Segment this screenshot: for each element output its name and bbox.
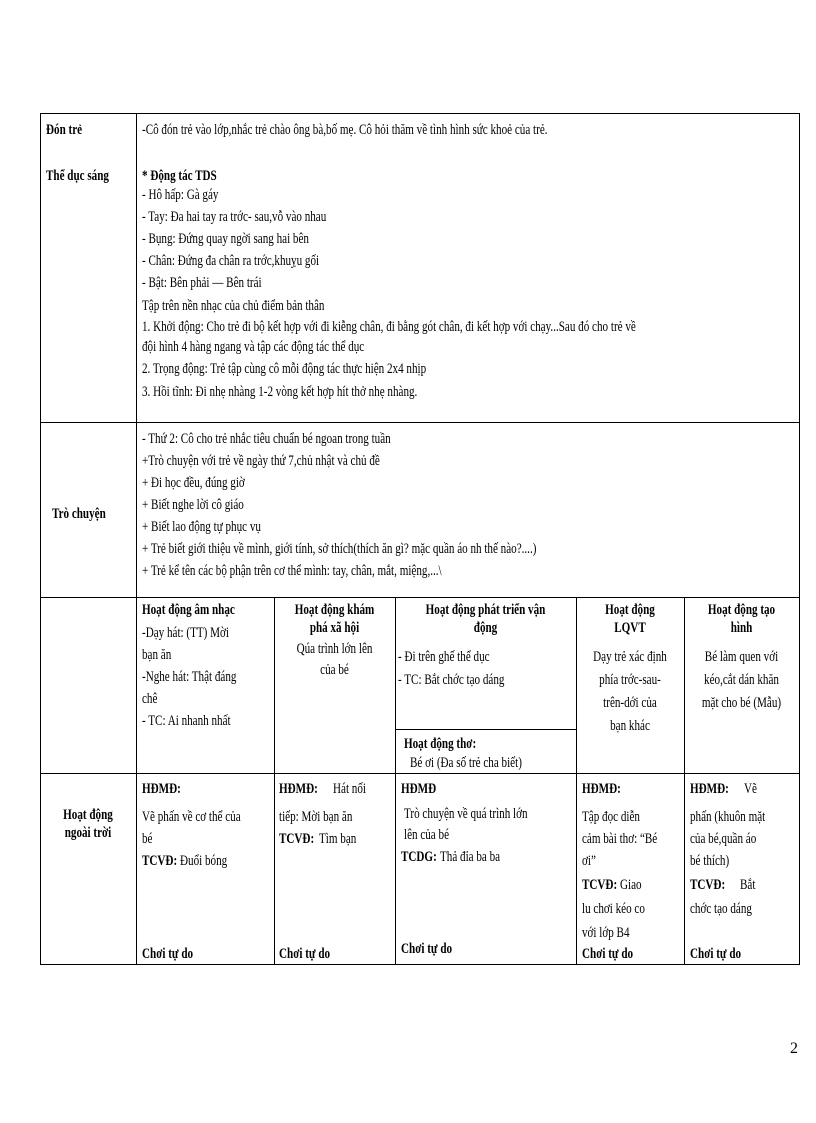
- table-border-top: [40, 113, 799, 114]
- outdoor-line: tiếp: Mời bạn ăn: [279, 809, 353, 825]
- outdoor-tc-text: Đuổi bóng: [180, 853, 228, 869]
- activity-line: kéo,cắt dán khăn: [704, 672, 779, 688]
- row-label-don-tre: Đón trẻ: [46, 122, 83, 138]
- page-number: 2: [790, 1040, 798, 1057]
- activity-line: Bé ơi (Đa số trẻ cha biết): [410, 755, 522, 771]
- outdoor-choi-tu-do: Chơi tự do: [582, 946, 634, 962]
- table-border-left: [40, 113, 41, 965]
- activity-line: -Dạy hát: (TT) Mời: [142, 625, 229, 641]
- activity-title-tao-hinh: hình: [730, 620, 753, 636]
- outdoor-line: Vẽ: [744, 781, 757, 797]
- outdoor-hdmd-label: HĐMĐ:: [142, 781, 181, 797]
- cell-divider: [395, 729, 576, 730]
- col-divider: [395, 597, 396, 965]
- tro-chuyen-line: + Đi học đều, đúng giờ: [142, 475, 245, 491]
- activity-line: Dạy trẻ xác định: [593, 649, 667, 665]
- tro-chuyen-line: + Biết lao động tự phục vụ: [142, 519, 261, 535]
- tro-chuyen-line: +Trò chuyện với trẻ về ngày thứ 7,chủ nhật và chủ đề: [142, 453, 380, 469]
- the-duc-sang-line: - Bật: Bên phải — Bên trái: [142, 275, 262, 291]
- outdoor-hdmd-label: HĐMĐ:: [279, 781, 318, 797]
- outdoor-hdmd-label: HĐMĐ:: [690, 781, 729, 797]
- row-divider: [40, 773, 799, 774]
- outdoor-line: cảm bài thơ: “Bé: [582, 831, 658, 847]
- activity-line: chê: [142, 691, 158, 707]
- outdoor-line: Tập đọc diễn: [582, 809, 640, 825]
- the-duc-sang-line: - Tay: Đa hai tay ra trớc- sau,vỗ vào nhau: [142, 209, 327, 225]
- the-duc-sang-line: 2. Trọng động: Trẻ tập cùng cô mỗi động tác thực hiện 2x4 nhịp: [142, 361, 427, 377]
- outdoor-line: bé: [142, 831, 153, 847]
- activity-line: trên-dới của: [603, 695, 657, 711]
- the-duc-sang-line: Tập trên nền nhạc của chủ điểm bản thân: [142, 298, 325, 314]
- tro-chuyen-line: + Biết nghe lời cô giáo: [142, 497, 244, 513]
- outdoor-line: của bé,quần áo: [690, 831, 757, 847]
- outdoor-tc-text: Giao: [620, 877, 642, 893]
- tro-chuyen-line: - Thứ 2: Cô cho trẻ nhắc tiêu chuẩn bé ngoan trong tuần: [142, 431, 391, 447]
- activity-title-kham-pha: phá xã hội: [309, 620, 360, 636]
- col-divider: [274, 597, 275, 965]
- outdoor-choi-tu-do: Chơi tự do: [279, 946, 331, 962]
- the-duc-sang-line: - Chân: Đứng đa chân ra trớc,khuỵu gối: [142, 253, 320, 269]
- activity-title-van-dong: động: [473, 620, 498, 636]
- activity-line: - Đi trên ghế thể dục: [398, 649, 490, 665]
- the-duc-sang-line: đội hình 4 hàng ngang và tập các động tác thể dục: [142, 339, 365, 355]
- outdoor-line: Vẽ phấn về cơ thể của: [142, 809, 241, 825]
- activity-title-am-nhac: Hoạt động âm nhạc: [142, 602, 235, 618]
- activity-line: bạn khác: [610, 718, 650, 734]
- the-duc-sang-line: 1. Khởi động: Cho trẻ đi bộ kết hợp với đi kiễng chân, đi bằng gót chân, đi kết hợp với chạy...Sau đó cho trẻ về: [142, 319, 636, 335]
- activity-title-lqvt: Hoạt động: [605, 602, 655, 618]
- activity-line: Qúa trình lớn lên: [296, 641, 373, 657]
- the-duc-sang-heading: * Động tác TDS: [142, 168, 217, 184]
- outdoor-line: lên của bé: [404, 827, 450, 843]
- activity-title-tho: Hoạt động thơ:: [404, 736, 477, 752]
- col-divider: [684, 597, 685, 965]
- outdoor-line: bé thích): [690, 853, 730, 869]
- activity-line: - TC: Bắt chớc tạo dáng: [398, 672, 505, 688]
- outdoor-line: Hát nối: [333, 781, 366, 797]
- tro-chuyen-line: + Trẻ biết giới thiệu về mình, giới tính, sở thích(thích ăn gì? mặc quần áo nh thế nào?....): [142, 541, 537, 557]
- outdoor-tc-text: Thả đỉa ba ba: [440, 849, 501, 865]
- activity-line: phía trớc-sau-: [599, 672, 661, 688]
- outdoor-choi-tu-do: Chơi tự do: [142, 946, 194, 962]
- outdoor-choi-tu-do: Chơi tự do: [401, 941, 453, 957]
- activity-line: - TC: Ai nhanh nhất: [142, 713, 231, 729]
- outdoor-tc-label: TCDG:: [401, 849, 437, 865]
- outdoor-choi-tu-do: Chơi tự do: [690, 946, 742, 962]
- tro-chuyen-line: + Trẻ kể tên các bộ phận trên cơ thể mình: tay, chân, mắt, miệng,...\: [142, 563, 442, 579]
- label-column-divider: [136, 113, 137, 965]
- activity-line: mặt cho bé (Mẫu): [701, 695, 782, 711]
- the-duc-sang-line: - Bụng: Đứng quay ngời sang hai bên: [142, 231, 309, 247]
- outdoor-hdmd-label: HĐMĐ: [401, 781, 437, 797]
- activity-title-lqvt: LQVT: [614, 620, 646, 636]
- table-border-bottom: [40, 964, 799, 965]
- outdoor-tc-label: TCVĐ:: [582, 877, 618, 893]
- the-duc-sang-line: 3. Hồi tĩnh: Đi nhẹ nhàng 1-2 vòng kết hợp hít thở nhẹ nhàng.: [142, 384, 418, 400]
- outdoor-tc-text: Bắt: [740, 877, 756, 893]
- activity-line: -Nghe hát: Thật đáng: [142, 669, 237, 685]
- activity-line: bạn ăn: [142, 647, 172, 663]
- row-label-hoat-dong-ngoai-troi: Hoạt động: [63, 807, 113, 823]
- outdoor-line: chớc tạo dáng: [690, 901, 752, 917]
- activity-line: của bé: [320, 662, 349, 678]
- activity-title-van-dong: Hoạt động phát triển vận: [425, 602, 546, 618]
- table-border-right: [799, 113, 800, 965]
- row-label-hoat-dong-ngoai-troi: ngoài trời: [64, 825, 112, 841]
- row-label-the-duc-sang: Thể dục sáng: [46, 168, 109, 184]
- outdoor-line: lu chơi kéo co: [582, 901, 645, 917]
- row-divider: [40, 597, 799, 598]
- don-tre-text: -Cô đón trẻ vào lớp,nhắc trẻ chào ông bà,bố mẹ. Cô hỏi thăm về tình hình sức khoẻ của trẻ.: [142, 122, 548, 138]
- row-divider: [40, 422, 799, 423]
- outdoor-line: với lớp B4: [582, 925, 630, 941]
- outdoor-line: Trò chuyện về quá trình lớn: [404, 806, 528, 822]
- outdoor-tc-text: Tìm bạn: [319, 831, 357, 847]
- activity-title-kham-pha: Hoạt động khám: [294, 602, 375, 618]
- the-duc-sang-line: - Hô hấp: Gà gáy: [142, 187, 219, 203]
- outdoor-line: ơi”: [582, 853, 596, 869]
- outdoor-hdmd-label: HĐMĐ:: [582, 781, 621, 797]
- outdoor-line: phấn (khuôn mặt: [690, 809, 766, 825]
- outdoor-tc-label: TCVĐ:: [142, 853, 178, 869]
- activity-title-tao-hinh: Hoạt động tạo: [707, 602, 776, 618]
- row-label-tro-chuyen: Trò chuyện: [52, 506, 106, 522]
- activity-line: Bé làm quen với: [704, 649, 779, 665]
- outdoor-tc-label: TCVĐ:: [690, 877, 726, 893]
- col-divider: [576, 597, 577, 965]
- outdoor-tc-label: TCVĐ:: [279, 831, 315, 847]
